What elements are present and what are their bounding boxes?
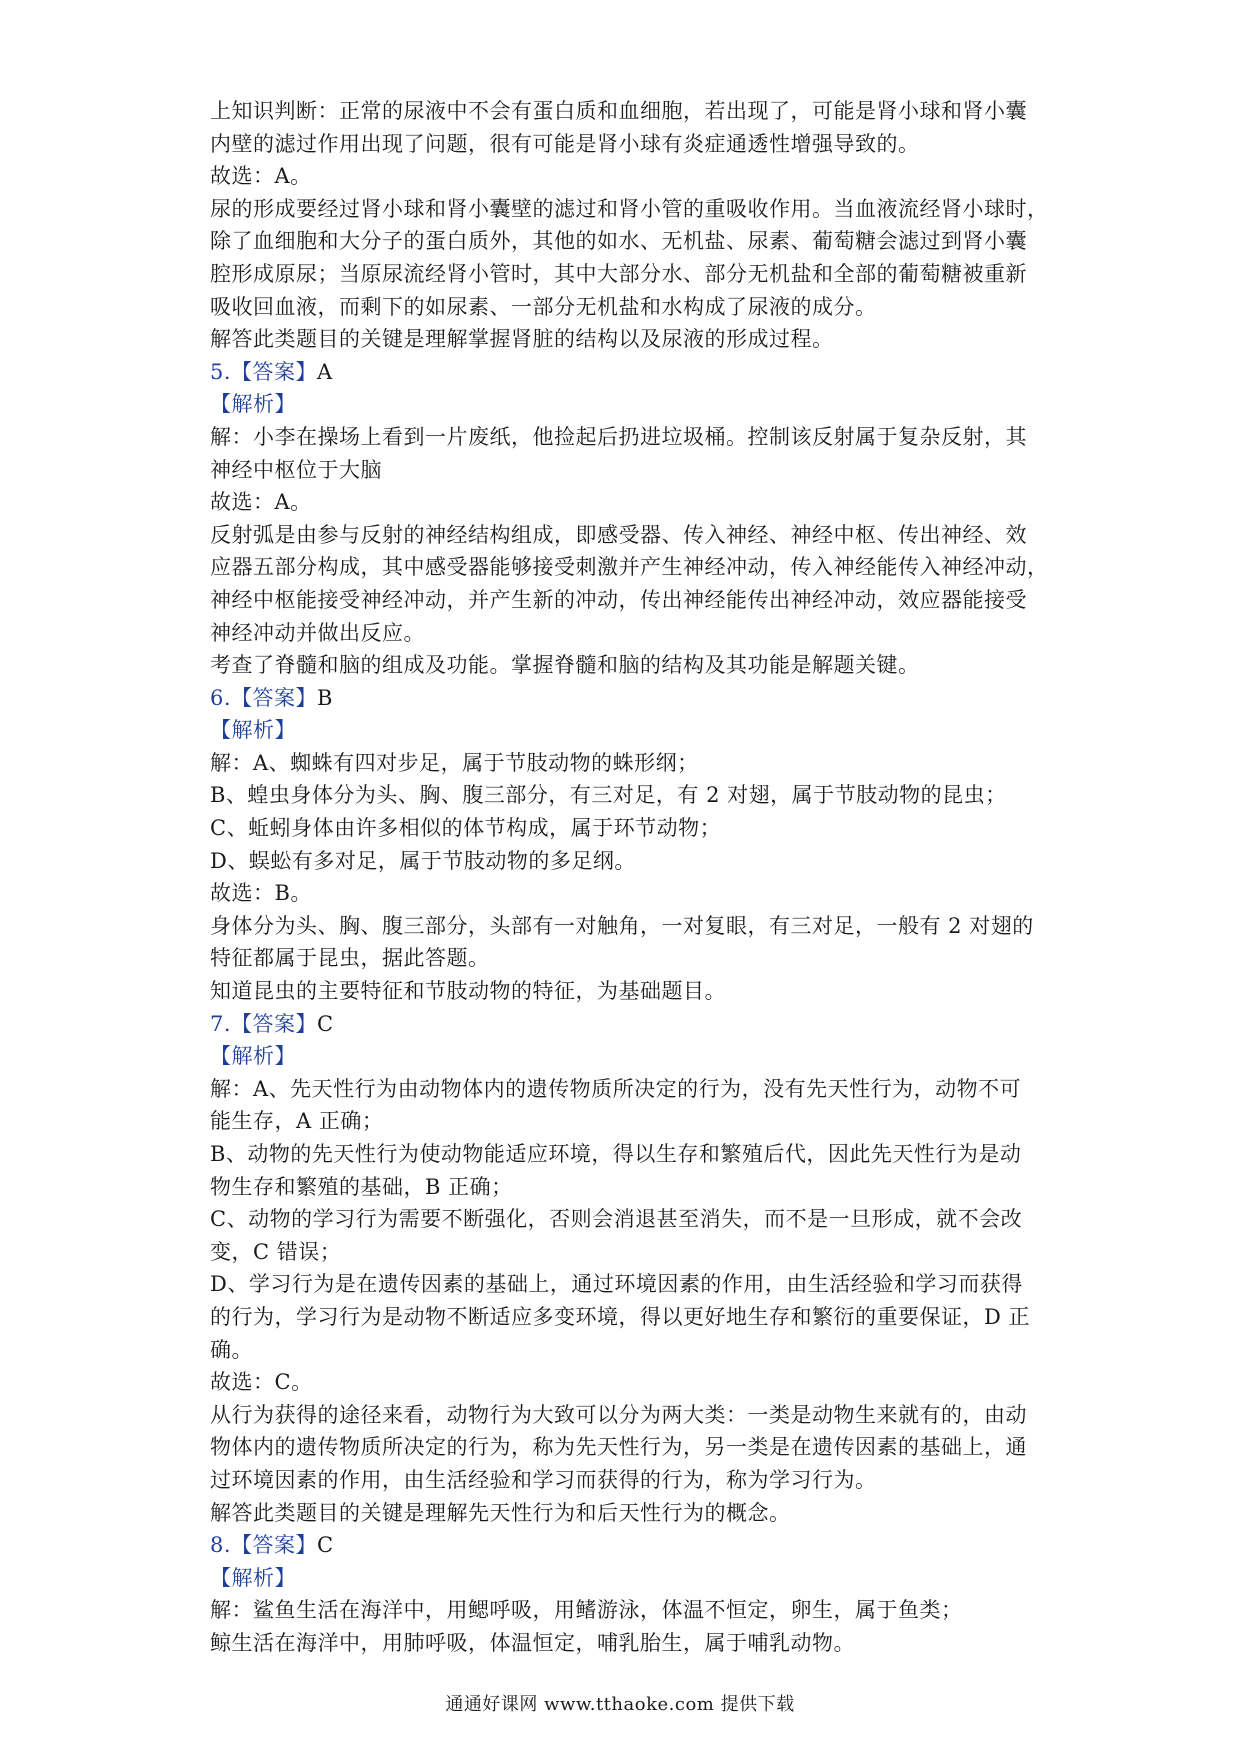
q6-answer-tag: 【答案】 (231, 685, 318, 710)
text-line: 解：A、蜘蛛有四对步足，属于节肢动物的蛛形纲； (210, 750, 699, 775)
q6-analysis-tag: 【解析】 (210, 718, 296, 743)
text-line: 过环境因素的作用，由生活经验和学习而获得的行为，称为学习行为。 (210, 1467, 877, 1492)
text-line: 知道昆虫的主要特征和节肢动物的特征，为基础题目。 (210, 979, 726, 1004)
q8-answer-tag: 【答案】 (231, 1533, 318, 1558)
document-body (210, 95, 1049, 1660)
text-line: 吸收回血液，而剩下的如尿素、一部分无机盐和水构成了尿液的成分。 (210, 294, 877, 319)
text-line: 故选：C。 (210, 1370, 313, 1395)
q5-number: 5. (210, 359, 232, 384)
text-line: D、学习行为是在遗传因素的基础上，通过环境因素的作用，由生活经验和学习而获得 (210, 1272, 1023, 1297)
text-line: 腔形成原尿；当原尿流经肾小管时，其中大部分水、部分无机盐和全部的葡萄糖被重新 (210, 261, 1027, 286)
q6-answer-heading (210, 682, 1042, 715)
text-line: C、蚯蚓身体由许多相似的体节构成，属于环节动物； (210, 816, 722, 841)
text-line: 解：鲨鱼生活在海洋中，用鳃呼吸，用鳍游泳，体温不恒定，卵生，属于鱼类； (210, 1598, 963, 1623)
q7-number: 7. (210, 1011, 232, 1036)
text-line: 应器五部分构成，其中感受器能够接受刺激并产生神经冲动，传入神经能传入神经冲动， (210, 555, 1049, 580)
page-footer: 通通好课网 www.tthaoke.com 提供下载 (445, 1694, 795, 1715)
q8-analysis-tag: 【解析】 (210, 1565, 296, 1590)
q5-answer-value: A (317, 359, 333, 384)
text-line: 确。 (210, 1337, 253, 1362)
text-line: 上知识判断：正常的尿液中不会有蛋白质和血细胞，若出现了，可能是肾小球和肾小囊 (210, 99, 1027, 123)
text-line: 尿的形成要经过肾小球和肾小囊壁的滤过和肾小管的重吸收作用。当血液流经肾小球时， (210, 196, 1049, 221)
text-line: 解：A、先天性行为由动物体内的遗传物质所决定的行为，没有先天性行为，动物不可 (210, 1076, 1022, 1101)
text-line: 能生存，A 正确； (210, 1109, 384, 1134)
text-line: 的行为，学习行为是动物不断适应多变环境，得以更好地生存和繁衍的重要保证，D 正 (210, 1304, 1031, 1329)
text-line: 特征都属于昆虫，据此答题。 (210, 946, 490, 971)
text-line: 身体分为头、胸、腹三部分，头部有一对触角，一对复眼，有三对足，一般有 2 对翅的 (210, 913, 1034, 938)
q5-analysis-tag: 【解析】 (210, 392, 296, 417)
text-line: D、蜈蚣有多对足，属于节肢动物的多足纲。 (210, 848, 636, 873)
text-line: 考查了脊髓和脑的组成及功能。掌握脊髓和脑的结构及其功能是解题关键。 (210, 653, 920, 678)
text-line: 解答此类题目的关键是理解掌握肾脏的结构以及尿液的形成过程。 (210, 327, 834, 352)
text-line: 解：小李在操场上看到一片废纸，他捡起后扔进垃圾桶。控制该反射属于复杂反射，其 (210, 424, 1027, 449)
text-line: 反射弧是由参与反射的神经结构组成，即感受器、传入神经、神经中枢、传出神经、效 (210, 522, 1027, 547)
text-line: B、蝗虫身体分为头、胸、腹三部分，有三对足，有 2 对翅，属于节肢动物的昆虫； (210, 783, 1007, 808)
q7-answer-tag: 【答案】 (231, 1011, 318, 1036)
q7-analysis-tag: 【解析】 (210, 1044, 296, 1069)
q7-answer-heading (210, 1008, 1042, 1041)
text-line: 神经冲动并做出反应。 (210, 620, 425, 645)
q7-answer-value: C (317, 1011, 334, 1036)
text-line: 从行为获得的途径来看，动物行为大致可以分为两大类：一类是动物生来就有的，由动 (210, 1402, 1027, 1427)
text-line: C、动物的学习行为需要不断强化，否则会消退甚至消失，而不是一旦形成，就不会改 (210, 1207, 1023, 1232)
text-line: B、动物的先天性行为使动物能适应环境，得以生存和繁殖后代，因此先天性行为是动 (210, 1142, 1022, 1166)
text-line: 故选：B。 (210, 881, 312, 906)
text-line: 变，C 错误； (210, 1239, 342, 1264)
q6-number: 6. (210, 685, 232, 710)
text-line: 神经中枢能接受神经冲动，并产生新的冲动，传出神经能传出神经冲动，效应器能接受 (210, 587, 1027, 612)
text-line: 故选：A。 (210, 490, 312, 515)
text-line: 故选：A。 (210, 164, 312, 189)
text-line: 解答此类题目的关键是理解先天性行为和后天性行为的概念。 (210, 1500, 791, 1525)
text-line: 物生存和繁殖的基础，B 正确； (210, 1174, 513, 1199)
q8-answer-value: C (317, 1533, 334, 1558)
text-line: 鲸生活在海洋中，用肺呼吸，体温恒定，哺乳胎生，属于哺乳动物。 (210, 1630, 855, 1655)
q6-answer-value: B (317, 685, 333, 710)
text-line: 神经中枢位于大脑 (210, 457, 382, 482)
q8-answer-heading (210, 1529, 1042, 1562)
q8-number: 8. (210, 1533, 232, 1558)
q5-answer-heading (210, 356, 1042, 389)
text-line: 除了血细胞和大分子的蛋白质外，其他的如水、无机盐、尿素、葡萄糖会滤过到肾小囊 (210, 229, 1027, 254)
q5-answer-tag: 【答案】 (231, 359, 318, 384)
text-line: 物体内的遗传物质所决定的行为，称为先天性行为，另一类是在遗传因素的基础上，通 (210, 1435, 1027, 1460)
text-line: 内壁的滤过作用出现了问题，很有可能是肾小球有炎症通透性增强导致的。 (210, 131, 920, 156)
